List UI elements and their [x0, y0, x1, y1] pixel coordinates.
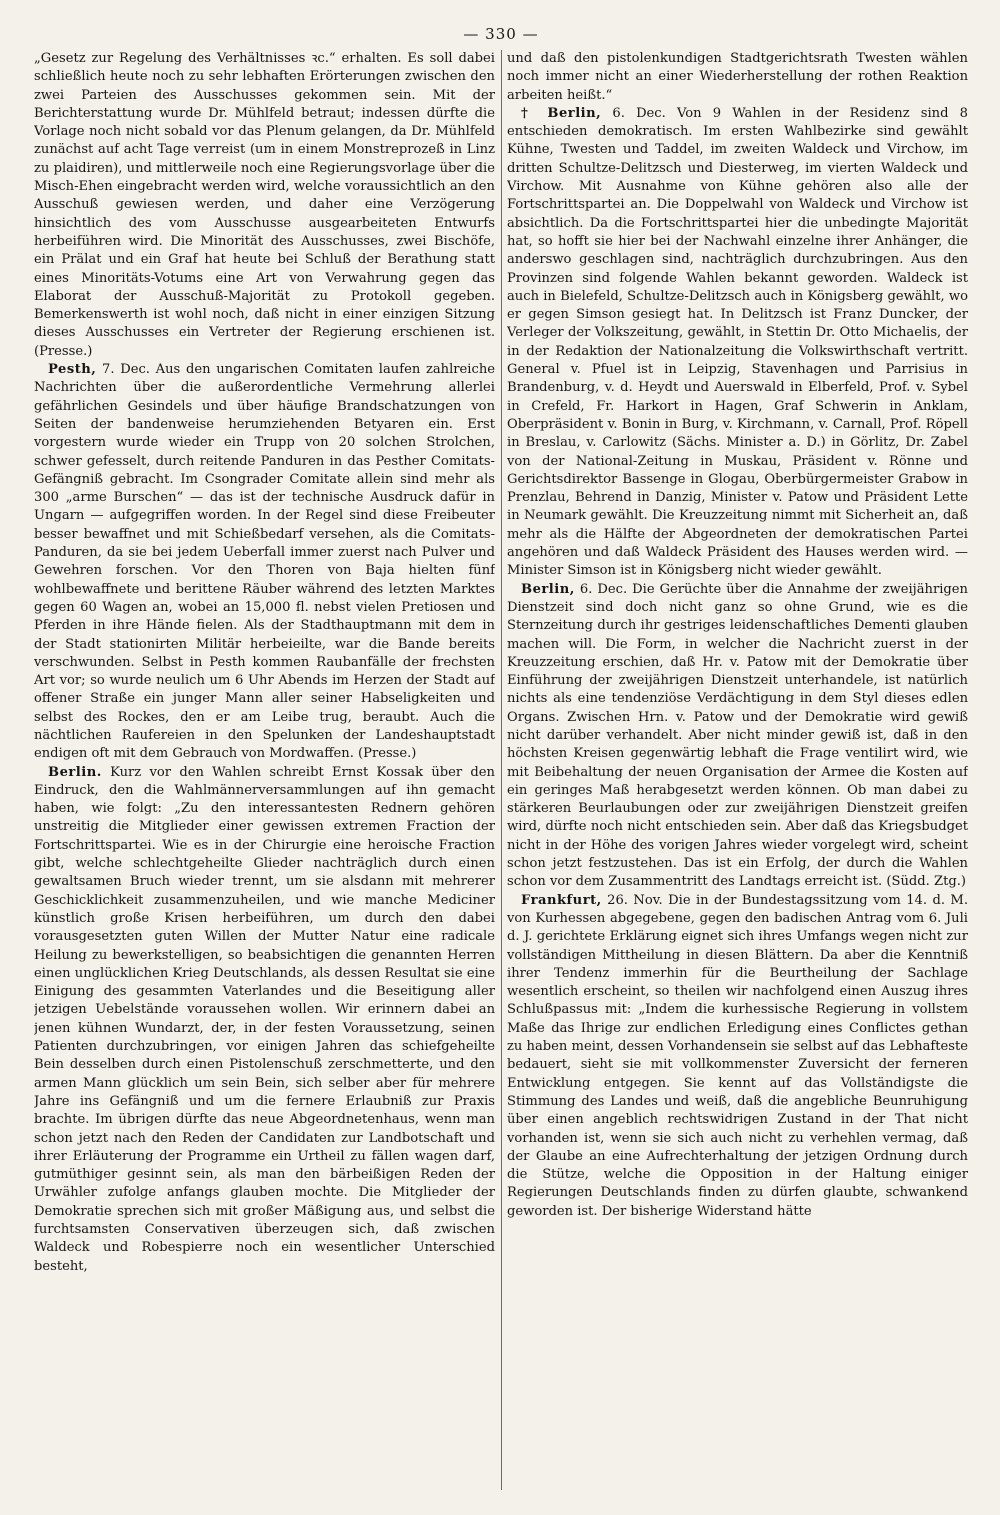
article-source: (Presse.): [34, 343, 93, 359]
article-text: Kurz vor den Wahlen schreibt Ernst Kossak über den Eindruck, den die Wahlmännerversammlungen auf ihn gemacht haben, wie folgt: „Zu den interessantesten Rednern gehören unstreitig die Mitglieder einer gewissen extremen Fraction der Fortschrittspartei. Wie es in der Chirurgie eine heroische Fraction gibt, welche schlechtgeheilte Glieder nachträglich durch einen gewaltsamen Bruch wieder trennt, um sie alsdann mit mehrerer Geschicklichkeit zusammenzuheilen, und wie manche Mediciner künstlich große Krisen herbeiführen, um durch den dabei vorausgesetzten guten Willen der Mutter Natur eine radicale Heilung zu bewerkstelligen, so beabsichtigen die genannten Herren einen unglücklichen Krieg Deutschlands, als dessen Resultat sie eine Einigung des gesammten Vaterlandes und die Beseitigung aller jetzigen Uebelstände voraussehen wollen. Wir erinnern dabei an jenen kühnen Wundarzt, der, in der festen Voraussetzung, seinen Patienten durchzubringen, vor einigen Jahren das schiefgeheilte Bein desselben durch einen Pistolenschuß zerschmetterte, und den armen Mann glücklich um sein Bein, sich selber aber für mehrere Jahre ins Gefängniß und um die fernere Erlaubniß zur Praxis brachte. Im übrigen dürfte das neue Abgeordnetenhaus, wenn man schon jetzt nach den Reden der Candidaten zur Landbotschaft und ihrer Erläuterung der Programme ein Urtheil zu fällen wagen darf, gutmüthiger gesinnt sein, als man den bärbeißigen Reden der Urwähler zufolge anfangs glauben mochte. Die Mitglieder der Demokratie sprechen sich mit großer Mäßigung aus, und selbst die furchtsamsten Conservativen überzeugen sich, daß zwischen Waldeck und Robespierre noch ein wesentlicher Unterschied besteht,: [34, 764, 495, 1274]
article-source: (Südd. Ztg.): [886, 874, 967, 890]
left-column: [34, 50, 495, 1490]
article-dateline: Pesth,: [48, 362, 97, 378]
page-number: — 330 —: [463, 25, 539, 43]
article-text: 6. Dec. Die Gerüchte über die Annahme der zweijährigen Dienstzeit sind doch nicht ganz so ohne Grund, wie es die Sternzeitung durch ihr gestriges leidenschaftliches Dementi glauben machen will. Die Form, in welcher die Nachricht zuerst in der Kreuzzeitung erschien, daß Hr. v. Patow mit der Demokratie über Einführung der zweijährigen Dienstzeit unterhandele, ist natürlich nichts als eine tendenziöse Verdächtigung in dem Styl dieses edlen Organs. Zwischen Hrn. v. Patow und der Demokratie wird gewiß nicht darüber verhandelt. Aber nicht minder gewiß ist, daß in den höchsten Kreisen gegenwärtig lebhaft die Frage ventilirt wird, wie mit Beibehaltung der neuen Organisation der Armee die Kosten auf ein geringes Maß herabgesetzt werden können. Ob man dabei zu stärkeren Beurlaubungen oder zur zweijährigen Dienstzeit greifen wird, dürfte noch nicht entschieden sein. Aber daß das Kriegsbudget nicht in der Höhe des vorigen Jahres wieder vorgelegt wird, scheint schon jetzt festzustehen. Das ist ein Erfolg, der durch die Wahlen schon vor dem Zusammentritt des Landtags erreicht ist.: [507, 581, 968, 890]
article-paragraph: [507, 105, 968, 581]
article-text: 7. Dec. Aus den ungarischen Comitaten laufen zahlreiche Nachrichten über die außerordentliche Vermehrung allerlei gefährlichen Gesindels und über häufige Brandschatzungen von Seiten der bandenweise herumziehenden Betyaren ein. Erst vorgestern wurde wieder ein Trupp von 20 solchen Strolchen, schwer gefesselt, durch reitende Panduren in das Pesther Comitats-Gefängniß gebracht. Im Csongrader Comitate allein sind mehr als 300 „arme Burschen“ — das ist der technische Ausdruck dafür in Ungarn — aufgegriffen worden. In der Regel sind diese Freibeuter besser bewaffnet und mit Schießbedarf versehen, als die Comitats-Panduren, da sie bei jedem Ueberfall immer zuerst nach Pulver und Gewehren forschen. Vor den Thoren von Baja hielten fünf wohlbewaffnete und berittene Räuber während des letzten Marktes gegen 60 Wagen an, wobei an 15,000 fl. nebst vielen Pretiosen und Pferden in ihre Hände fielen. Als der Stadthauptmann mit dem in der Stadt stationirten Militär herbeieilte, war die Bande bereits verschwunden. Selbst in Pesth kommen Raubanfälle der frechsten Art vor; so wurde neulich um 6 Uhr Abends im Herzen der Stadt auf offener Straße ein junger Mann aller seiner Habseligkeiten und selbst des Rockes, den er am Leibe trug, beraubt. Auch die nächtlichen Raufereien in den Spelunken der Landeshauptstadt endigen oft mit dem Gebrauch von Mordwaffen.: [34, 362, 495, 762]
article-paragraph: [507, 50, 968, 105]
text-columns: [34, 50, 968, 1490]
article-dateline: Berlin,: [521, 581, 575, 597]
article-paragraph: [507, 581, 968, 892]
article-dateline: Frankfurt,: [521, 892, 602, 908]
article-paragraph: [507, 892, 968, 1221]
article-text: und daß den pistolenkundigen Stadtgerichtsrath Twesten wählen noch immer nicht an einer Wiederherstellung der rothen Reaktion arbeiten heißt.“: [507, 51, 968, 103]
article-text: 6. Dec. Von 9 Wahlen in der Residenz sind 8 entschieden demokratisch. Im ersten Wahlbezirke sind gewählt Kühne, Twesten und Taddel, im zweiten Waldeck und Virchow, im dritten Schultze-Delitzsch und Diesterweg, im vierten Waldeck und Virchow. Mit Ausnahme von Kühne gehören also alle der Fortschrittspartei an. Die Doppelwahl von Waldeck und Virchow ist absichtlich. Da die Fortschrittspartei hier die unbedingte Majorität hat, so hofft sie hier bei der Nachwahl einzelne ihrer Anhänger, die anderswo geschlagen sind, nachträglich durchzubringen. Aus den Provinzen sind folgende Wahlen bekannt geworden. Waldeck ist auch in Bielefeld, Schultze-Delitzsch auch in Königsberg gewählt, wo er gegen Simson gesiegt hat. In Delitzsch ist Franz Duncker, der Verleger der Volkszeitung, gewählt, in Stettin Dr. Otto Michaelis, der in der Redaktion der Nationalzeitung die Volkswirthschaft vertritt. General v. Pfuel ist in Leipzig, Stavenhagen und Parrisius in Brandenburg, v. d. Heydt und Auerswald in Elberfeld, Prof. v. Sybel in Crefeld, Fr. Harkort in Hagen, Graf Schwerin in Anklam, Oberpräsident v. Bonin in Burg, v. Kirchmann, v. Carnall, Prof. Röpell in Breslau, v. Carlowitz (Sächs. Minister a. D.) in Görlitz, Dr. Zabel von der National-Zeitung in Muskau, Präsident v. Rönne und Gerichtsdirektor Bassenge in Glogau, Oberbürgermeister Grabow in Prenzlau, Behrend in Danzig, Minister v. Patow und Präsident Lette in Neumark gewählt. Die Kreuzzeitung nimmt mit Sicherheit an, daß mehr als die Hälfte der Abgeordneten der demokratischen Partei angehören und daß Waldeck Präsident des Hauses werden wird. — Minister Simson ist in Königsberg nicht wieder gewählt.: [507, 105, 968, 579]
article-text: 26. Nov. Die in der Bundestagssitzung vom 14. d. M. von Kurhessen abgegebene, gegen den badischen Antrag vom 6. Juli d. J. gerichtete Erklärung eignet sich ihres Umfangs wegen nicht zur vollständigen Mittheilung in diesen Blättern. Da aber die Kenntniß ihrer Tendenz immerhin für die Beurtheilung der Sachlage wesentlich erscheint, so theilen wir nachfolgend einen Auszug ihres Schlußpassus mit: „Indem die kurhessische Regierung in vollstem Maße das Ihrige zur endlichen Erledigung eines Conflictes gethan zu haben meint, dessen Vorhandensein sie selbst auf das Lebhafteste bedauert, sieht sie mit vollkommenster Zuversicht der ferneren Entwicklung entgegen. Sie kennt auf das Vollständigste die Stimmung des Landes und weiß, daß die angebliche Beunruhigung über einen angeblich rechtswidrigen Zustand in der That nicht vorhanden ist, wenn sie sich auch nicht zu verhehlen vermag, daß der Glaube an eine Aufrechterhaltung der jetzigen Ordnung durch die Stütze, welche die Opposition in der Haltung einiger Regierungen Deutschlands finden zu dürfen glaubte, schwankend geworden ist. Der bisherige Widerstand hätte: [507, 892, 968, 1219]
article-dateline: † Berlin,: [521, 105, 602, 121]
article-paragraph: [34, 361, 495, 764]
right-column: [507, 50, 968, 1490]
column-divider: [501, 50, 502, 1490]
article-text: „Gesetz zur Regelung des Verhältnisses ꝛc.“ erhalten. Es soll dabei schließlich heute noch zu sehr lebhaften Erörterungen zwischen den zwei Parteien des Ausschusses gekommen sein. Mit der Berichterstattung wurde Dr. Mühlfeld betraut; indessen dürfte die Vorlage noch nicht sobald vor das Plenum gelangen, da Dr. Mühlfeld zunächst auf acht Tage verreist (um in einem Monstreprozeß in Linz zu plaidiren), und mittlerweile noch eine Regierungsvorlage über die Misch-Ehen eingebracht werden wird, welche voraussichtlich an den Ausschuß gewiesen werden, und daher eine Verzögerung hinsichtlich des vom Ausschusse ausgearbeiteten Entwurfs herbeiführen wird. Die Minorität des Ausschusses, zwei Bischöfe, ein Prälat und ein Graf hat heute bei Schluß der Berathung statt eines Minoritäts-Votums eine Art von Verwahrung gegen das Elaborat der Ausschuß-Majorität zu Protokoll gegeben. Bemerkenswerth ist wohl noch, daß nicht in einer einzigen Sitzung dieses Ausschusses ein Vertreter der Regierung erschienen ist.: [34, 51, 495, 341]
article-source: (Presse.): [358, 746, 417, 762]
article-dateline: Berlin.: [48, 764, 102, 780]
article-paragraph: [34, 50, 495, 361]
article-paragraph: [34, 764, 495, 1276]
